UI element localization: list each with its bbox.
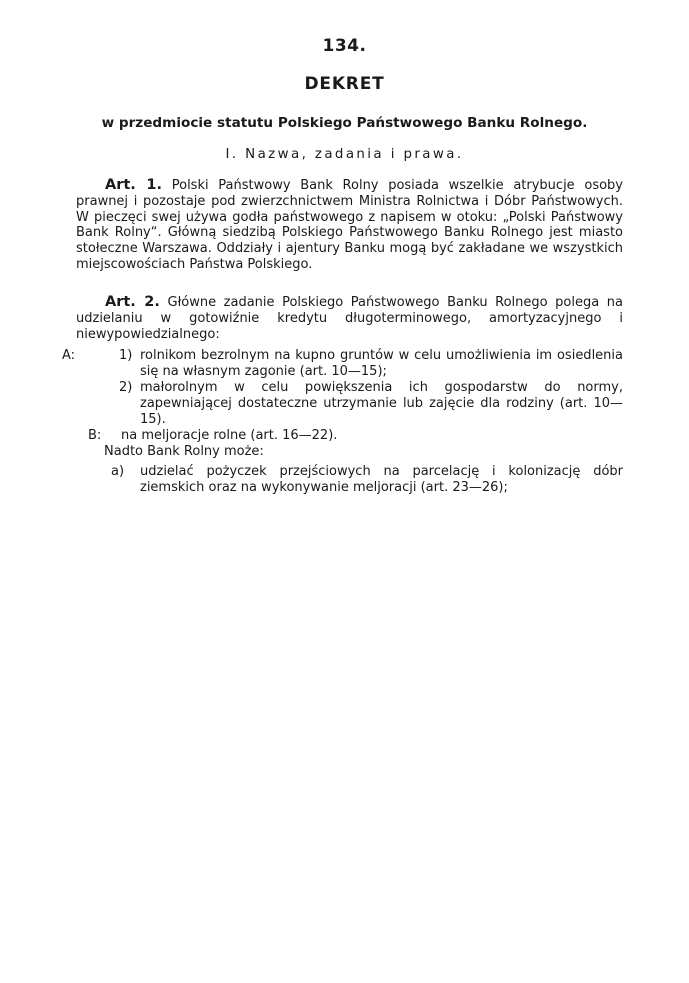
item-1-number: 1) [119, 348, 133, 363]
section-b-text: na meljoracje rolne (art. 16—22). [121, 428, 338, 443]
item-1-text: rolnikom bezrolnym na kupno gruntów w celu umożliwienia im osiedlenia się na własnym zagonie (art. 10—15); [140, 348, 623, 379]
page-number: 134. [322, 36, 367, 56]
article-1 [76, 178, 623, 273]
item-a-text: udzielać pożyczek przejściowych na parcelację i kolonizację dóbr ziemskich oraz na wykonywanie meljoracji (art. 23—26); [140, 464, 623, 495]
article-2-label: Art. 2. [105, 294, 160, 310]
section-heading: I. Nazwa, zadania i prawa. [225, 147, 464, 162]
section-a-label: A: [62, 348, 76, 363]
document-subtitle: w przedmiocie statutu Polskiego Państwowego Banku Rolnego. [101, 115, 588, 131]
article-2 [76, 295, 623, 342]
item-2-number: 2) [119, 380, 133, 395]
section-b-label: B: [88, 428, 102, 443]
nadto-line: Nadto Bank Rolny może: [104, 444, 264, 459]
document-title: DEKRET [304, 74, 385, 94]
article-2-text: Główne zadanie Polskiego Państwowego Banku Rolnego polega na udzielaniu w gotowiźnie kredytu długoterminowego, amortyzacyjnego i niewypowiedzialnego: [76, 295, 623, 342]
item-2-text: małorolnym w celu powiększenia ich gospodarstw do normy, zapewniającej dostateczne utrzymanie lub zajęcie dla rodziny (art. 10—15). [140, 380, 623, 427]
item-a-label: a) [111, 464, 125, 479]
article-1-text: Polski Państwowy Bank Rolny posiada wszelkie atrybucje osoby prawnej i pozostaje pod zwierzchnictwem Ministra Rolnictwa i Dóbr Państwowych. W pieczęci swej używa godła państwowego z napisem w otoku: „Polski Państwowy Bank Rolny“. Główną siedzibą Polskiego Państwowego Banku Rolnego jest miasto stołeczne Warszawa. Oddziały i ajentury Banku mogą być zakładane we wszystkich miejscowościach Państwa Polskiego. [76, 178, 623, 272]
article-1-label: Art. 1. [105, 177, 163, 193]
